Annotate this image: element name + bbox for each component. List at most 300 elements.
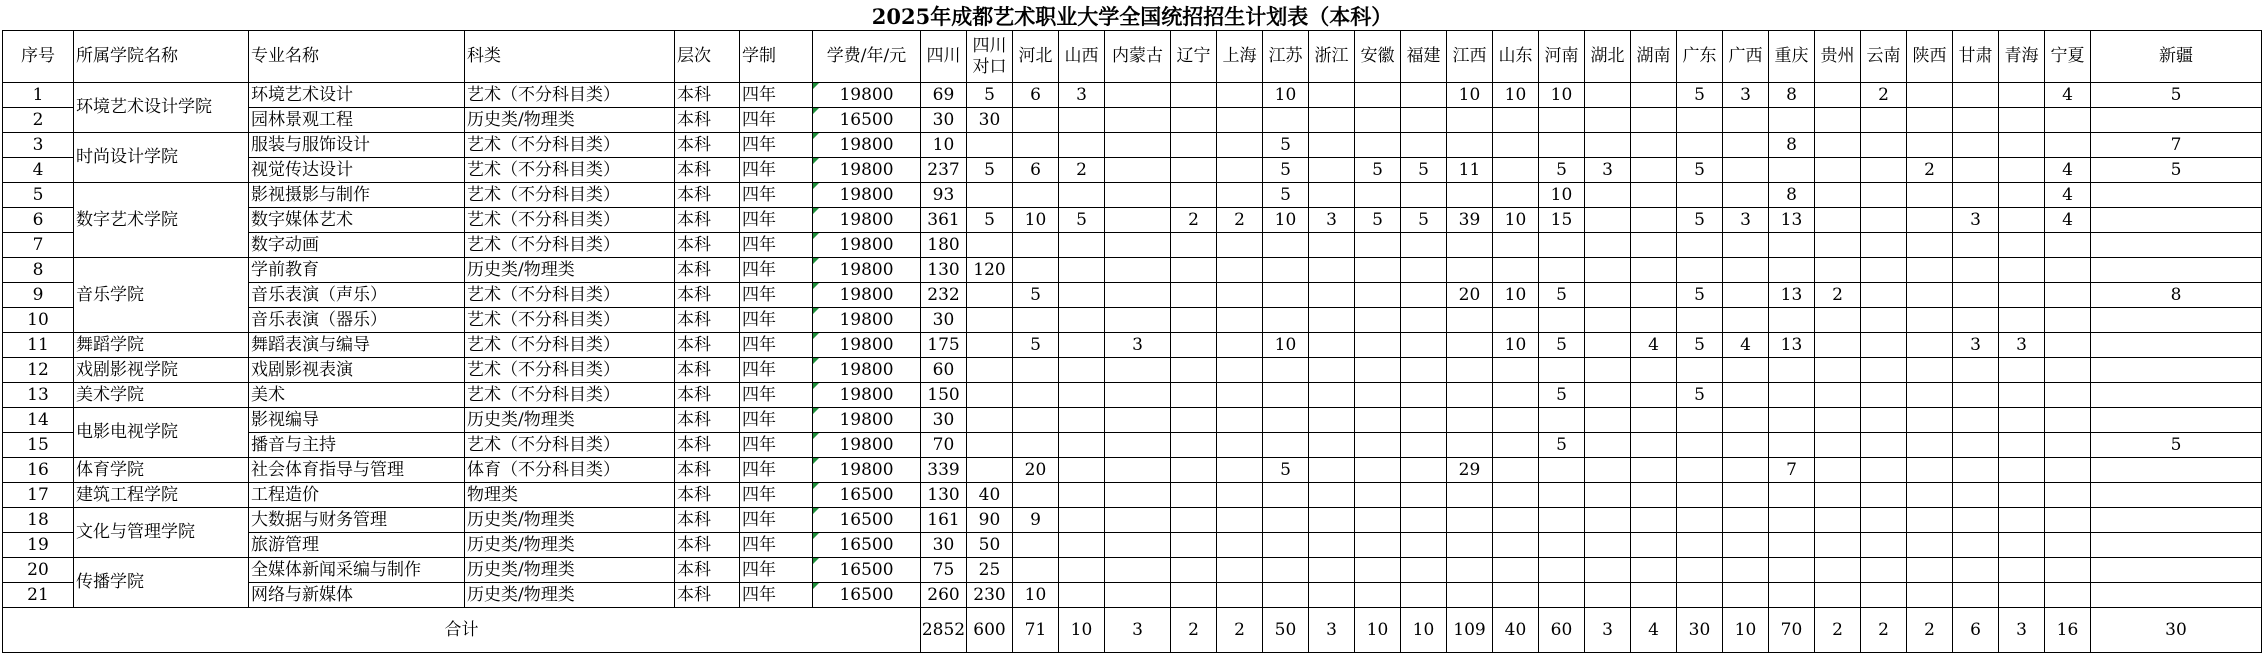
province-count-cell	[1907, 433, 1953, 458]
province-count-cell	[1953, 358, 1999, 383]
province-count-cell	[1631, 208, 1677, 233]
header-province: 上海	[1217, 31, 1263, 83]
level-cell: 本科	[675, 83, 740, 108]
province-count-cell: 10	[1539, 83, 1585, 108]
province-count-cell	[1355, 308, 1401, 333]
fee-cell: 19800	[813, 383, 921, 408]
province-count-cell	[1999, 158, 2045, 183]
province-count-cell: 3	[1059, 83, 1105, 108]
province-count-cell	[1171, 233, 1217, 258]
duration-cell: 四年	[740, 83, 813, 108]
category-cell: 历史类/物理类	[465, 508, 675, 533]
province-count-cell: 10	[1493, 333, 1539, 358]
province-count-cell: 5	[1677, 208, 1723, 233]
province-count-cell	[1309, 533, 1355, 558]
province-count-cell	[2091, 383, 2262, 408]
province-count-cell	[1631, 483, 1677, 508]
province-count-cell	[1677, 133, 1723, 158]
province-count-cell	[1493, 183, 1539, 208]
province-count-cell	[1171, 283, 1217, 308]
province-count-cell	[1059, 258, 1105, 283]
province-count-cell	[1217, 83, 1263, 108]
province-count-cell	[1493, 533, 1539, 558]
province-count-cell	[1171, 533, 1217, 558]
province-count-cell	[2045, 408, 2091, 433]
duration-cell: 四年	[740, 158, 813, 183]
category-cell: 历史类/物理类	[465, 583, 675, 608]
category-cell: 艺术（不分科目类）	[465, 158, 675, 183]
province-count-cell: 5	[1677, 383, 1723, 408]
row-number-cell: 20	[3, 558, 74, 583]
province-count-cell: 29	[1447, 458, 1493, 483]
province-count-cell	[1171, 383, 1217, 408]
province-count-cell	[1631, 83, 1677, 108]
province-count-cell	[1585, 233, 1631, 258]
row-number-cell: 17	[3, 483, 74, 508]
province-count-cell	[1815, 233, 1861, 258]
fee-cell: 16500	[813, 483, 921, 508]
province-count-cell: 7	[1769, 458, 1815, 483]
province-count-cell	[1677, 533, 1723, 558]
province-count-cell	[1723, 508, 1769, 533]
province-count-cell	[2045, 458, 2091, 483]
province-count-cell	[1723, 108, 1769, 133]
province-count-cell	[1907, 383, 1953, 408]
province-count-cell	[1263, 483, 1309, 508]
province-count-cell	[1447, 358, 1493, 383]
province-count-cell	[1447, 433, 1493, 458]
province-count-cell	[1815, 383, 1861, 408]
province-count-cell: 5	[2091, 433, 2262, 458]
province-count-cell	[1861, 558, 1907, 583]
total-province-cell: 40	[1493, 608, 1539, 653]
college-cell: 建筑工程学院	[74, 483, 249, 508]
province-count-cell	[1263, 233, 1309, 258]
sichuan-duikou-count-cell	[967, 233, 1013, 258]
category-cell: 艺术（不分科目类）	[465, 333, 675, 358]
major-cell: 音乐表演（器乐）	[249, 308, 465, 333]
province-count-cell	[1263, 558, 1309, 583]
province-count-cell	[1769, 233, 1815, 258]
province-count-cell	[1401, 233, 1447, 258]
province-count-cell	[1539, 258, 1585, 283]
province-count-cell	[1585, 583, 1631, 608]
province-count-cell	[1309, 458, 1355, 483]
province-count-cell	[1263, 358, 1309, 383]
province-count-cell	[1815, 308, 1861, 333]
province-count-cell	[1401, 283, 1447, 308]
province-count-cell	[1309, 558, 1355, 583]
province-count-cell	[1723, 183, 1769, 208]
header-province: 广东	[1677, 31, 1723, 83]
major-cell: 播音与主持	[249, 433, 465, 458]
duration-cell: 四年	[740, 283, 813, 308]
province-count-cell: 7	[2091, 133, 2262, 158]
province-count-cell	[1677, 183, 1723, 208]
province-count-cell	[1631, 433, 1677, 458]
province-count-cell	[1059, 483, 1105, 508]
province-count-cell	[1309, 108, 1355, 133]
province-count-cell	[1677, 558, 1723, 583]
province-count-cell	[1447, 308, 1493, 333]
province-count-cell	[1447, 583, 1493, 608]
sichuan-count-cell: 237	[921, 158, 967, 183]
table-row	[3, 183, 2262, 208]
province-count-cell	[1013, 358, 1059, 383]
province-count-cell	[1493, 508, 1539, 533]
category-cell: 艺术（不分科目类）	[465, 208, 675, 233]
province-count-cell	[1493, 433, 1539, 458]
fee-cell: 19800	[813, 233, 921, 258]
province-count-cell	[1815, 83, 1861, 108]
province-count-cell	[1493, 383, 1539, 408]
province-count-cell	[1861, 183, 1907, 208]
province-count-cell	[1769, 583, 1815, 608]
province-count-cell	[1401, 483, 1447, 508]
header-province: 新疆	[2091, 31, 2262, 83]
province-count-cell	[1217, 108, 1263, 133]
province-count-cell	[2045, 583, 2091, 608]
level-cell: 本科	[675, 233, 740, 258]
province-count-cell	[1447, 508, 1493, 533]
fee-cell: 19800	[813, 433, 921, 458]
province-count-cell	[1539, 308, 1585, 333]
province-count-cell: 2	[1907, 158, 1953, 183]
sichuan-count-cell: 339	[921, 458, 967, 483]
row-number-cell: 8	[3, 258, 74, 283]
sichuan-count-cell: 30	[921, 408, 967, 433]
header-sichuan: 四川	[921, 31, 967, 83]
province-count-cell	[1677, 458, 1723, 483]
major-cell: 学前教育	[249, 258, 465, 283]
level-cell: 本科	[675, 158, 740, 183]
province-count-cell: 3	[1585, 158, 1631, 183]
province-count-cell	[1631, 458, 1677, 483]
province-count-cell	[1677, 583, 1723, 608]
province-count-cell	[1401, 83, 1447, 108]
table-row	[3, 408, 2262, 433]
province-count-cell	[1585, 508, 1631, 533]
province-count-cell	[1585, 533, 1631, 558]
total-label: 合计	[3, 608, 921, 653]
province-count-cell	[1105, 183, 1171, 208]
category-cell: 历史类/物理类	[465, 258, 675, 283]
province-count-cell	[1105, 358, 1171, 383]
level-cell: 本科	[675, 208, 740, 233]
province-count-cell: 5	[1355, 208, 1401, 233]
province-count-cell	[1447, 333, 1493, 358]
province-count-cell: 3	[1723, 83, 1769, 108]
province-count-cell	[1815, 408, 1861, 433]
province-count-cell	[1723, 533, 1769, 558]
province-count-cell	[1953, 433, 1999, 458]
province-count-cell	[2045, 258, 2091, 283]
province-count-cell	[1861, 383, 1907, 408]
province-count-cell	[1447, 233, 1493, 258]
province-count-cell: 5	[1355, 158, 1401, 183]
province-count-cell	[1355, 558, 1401, 583]
province-count-cell	[1171, 583, 1217, 608]
province-count-cell	[1355, 258, 1401, 283]
province-count-cell	[1309, 233, 1355, 258]
province-count-cell	[1309, 383, 1355, 408]
total-province-cell: 10	[1059, 608, 1105, 653]
province-count-cell	[1401, 408, 1447, 433]
province-count-cell	[1769, 483, 1815, 508]
college-cell: 戏剧影视学院	[74, 358, 249, 383]
major-cell: 服装与服饰设计	[249, 133, 465, 158]
fee-cell: 16500	[813, 583, 921, 608]
total-province-cell: 16	[2045, 608, 2091, 653]
province-count-cell	[1861, 283, 1907, 308]
province-count-cell	[1631, 233, 1677, 258]
duration-cell: 四年	[740, 258, 813, 283]
province-count-cell	[1013, 383, 1059, 408]
province-count-cell: 5	[1539, 433, 1585, 458]
province-count-cell	[1953, 408, 1999, 433]
province-count-cell	[1217, 508, 1263, 533]
row-number-cell: 21	[3, 583, 74, 608]
duration-cell: 四年	[740, 533, 813, 558]
fee-cell: 19800	[813, 358, 921, 383]
total-sichuan-cell: 2852	[921, 608, 967, 653]
total-province-cell: 10	[1355, 608, 1401, 653]
header-level: 层次	[675, 31, 740, 83]
province-count-cell	[1815, 583, 1861, 608]
sichuan-count-cell: 130	[921, 483, 967, 508]
province-count-cell	[1217, 383, 1263, 408]
province-count-cell	[1723, 558, 1769, 583]
table-row	[3, 83, 2262, 108]
province-count-cell	[2091, 333, 2262, 358]
province-count-cell	[1447, 483, 1493, 508]
province-count-cell	[1493, 133, 1539, 158]
province-count-cell	[1861, 333, 1907, 358]
province-count-cell: 10	[1539, 183, 1585, 208]
province-count-cell	[1585, 433, 1631, 458]
province-count-cell	[1217, 483, 1263, 508]
province-count-cell	[1861, 533, 1907, 558]
province-count-cell: 4	[1723, 333, 1769, 358]
province-count-cell	[1059, 308, 1105, 333]
duration-cell: 四年	[740, 308, 813, 333]
level-cell: 本科	[675, 108, 740, 133]
province-count-cell	[1493, 583, 1539, 608]
province-count-cell	[1999, 458, 2045, 483]
province-count-cell	[1723, 408, 1769, 433]
sichuan-duikou-count-cell	[967, 408, 1013, 433]
province-count-cell	[1309, 83, 1355, 108]
category-cell: 艺术（不分科目类）	[465, 433, 675, 458]
province-count-cell	[1907, 133, 1953, 158]
province-count-cell	[1953, 233, 1999, 258]
fee-cell: 19800	[813, 133, 921, 158]
province-count-cell	[1539, 108, 1585, 133]
sichuan-duikou-count-cell	[967, 358, 1013, 383]
fee-cell: 19800	[813, 283, 921, 308]
province-count-cell	[1539, 358, 1585, 383]
table-row	[3, 433, 2262, 458]
province-count-cell	[2091, 258, 2262, 283]
page-title: 2025年成都艺术职业大学全国统招招生计划表（本科）	[871, 4, 1393, 29]
level-cell: 本科	[675, 558, 740, 583]
sichuan-duikou-count-cell: 25	[967, 558, 1013, 583]
province-count-cell	[1861, 358, 1907, 383]
province-count-cell	[1401, 533, 1447, 558]
province-count-cell	[1059, 433, 1105, 458]
total-province-cell: 10	[1401, 608, 1447, 653]
province-count-cell	[1631, 133, 1677, 158]
total-province-cell: 50	[1263, 608, 1309, 653]
college-cell: 体育学院	[74, 458, 249, 483]
total-province-cell: 2	[1861, 608, 1907, 653]
province-count-cell	[1171, 558, 1217, 583]
table-body	[3, 83, 2262, 653]
total-province-cell: 70	[1769, 608, 1815, 653]
province-count-cell	[1401, 183, 1447, 208]
province-count-cell	[1999, 283, 2045, 308]
province-count-cell	[1769, 383, 1815, 408]
province-count-cell	[1401, 308, 1447, 333]
total-province-cell: 2	[1217, 608, 1263, 653]
province-count-cell: 6	[1013, 158, 1059, 183]
table-row	[3, 333, 2262, 358]
total-province-cell: 3	[1999, 608, 2045, 653]
province-count-cell	[2045, 533, 2091, 558]
province-count-cell	[1539, 408, 1585, 433]
province-count-cell	[1355, 233, 1401, 258]
sichuan-duikou-count-cell	[967, 133, 1013, 158]
province-count-cell: 8	[1769, 183, 1815, 208]
province-count-cell	[2045, 283, 2091, 308]
level-cell: 本科	[675, 133, 740, 158]
province-count-cell	[1309, 433, 1355, 458]
row-number-cell: 12	[3, 358, 74, 383]
province-count-cell	[1059, 333, 1105, 358]
header-row	[3, 31, 2262, 83]
fee-cell: 19800	[813, 83, 921, 108]
duration-cell: 四年	[740, 208, 813, 233]
row-number-cell: 15	[3, 433, 74, 458]
header-province: 江西	[1447, 31, 1493, 83]
province-count-cell	[1723, 233, 1769, 258]
category-cell: 历史类/物理类	[465, 108, 675, 133]
total-row	[3, 608, 2262, 653]
province-count-cell	[1217, 458, 1263, 483]
province-count-cell	[1585, 108, 1631, 133]
province-count-cell	[1059, 233, 1105, 258]
province-count-cell: 5	[1401, 208, 1447, 233]
province-count-cell	[1447, 183, 1493, 208]
province-count-cell	[1723, 308, 1769, 333]
major-cell: 数字媒体艺术	[249, 208, 465, 233]
province-count-cell	[1105, 108, 1171, 133]
province-count-cell	[1263, 583, 1309, 608]
province-count-cell	[1539, 133, 1585, 158]
province-count-cell	[1769, 308, 1815, 333]
duration-cell: 四年	[740, 183, 813, 208]
province-count-cell	[1105, 383, 1171, 408]
province-count-cell	[1105, 533, 1171, 558]
province-count-cell	[1171, 358, 1217, 383]
province-count-cell	[1631, 408, 1677, 433]
table-row	[3, 383, 2262, 408]
province-count-cell	[1907, 408, 1953, 433]
province-count-cell	[1953, 258, 1999, 283]
province-count-cell	[1013, 533, 1059, 558]
major-cell: 影视摄影与制作	[249, 183, 465, 208]
province-count-cell	[1815, 333, 1861, 358]
category-cell: 历史类/物理类	[465, 408, 675, 433]
table-row	[3, 108, 2262, 133]
total-province-cell: 109	[1447, 608, 1493, 653]
province-count-cell	[1769, 158, 1815, 183]
province-count-cell	[1769, 358, 1815, 383]
level-cell: 本科	[675, 533, 740, 558]
province-count-cell	[1907, 458, 1953, 483]
province-count-cell	[1861, 508, 1907, 533]
sichuan-duikou-count-cell: 90	[967, 508, 1013, 533]
province-count-cell	[1999, 83, 2045, 108]
province-count-cell	[1677, 308, 1723, 333]
province-count-cell: 15	[1539, 208, 1585, 233]
college-cell: 电影电视学院	[74, 408, 249, 458]
province-count-cell	[1217, 433, 1263, 458]
header-major: 专业名称	[249, 31, 465, 83]
province-count-cell	[1585, 483, 1631, 508]
table-row	[3, 458, 2262, 483]
province-count-cell	[1171, 183, 1217, 208]
province-count-cell: 5	[1263, 183, 1309, 208]
province-count-cell	[1815, 108, 1861, 133]
province-count-cell	[2045, 483, 2091, 508]
province-count-cell	[1105, 308, 1171, 333]
province-count-cell	[1059, 133, 1105, 158]
province-count-cell: 3	[1953, 333, 1999, 358]
province-count-cell	[1217, 408, 1263, 433]
sichuan-count-cell: 60	[921, 358, 967, 383]
sichuan-duikou-count-cell: 230	[967, 583, 1013, 608]
fee-cell: 19800	[813, 333, 921, 358]
header-province: 河北	[1013, 31, 1059, 83]
table-row	[3, 283, 2262, 308]
province-count-cell	[1723, 383, 1769, 408]
sichuan-duikou-count-cell	[967, 383, 1013, 408]
duration-cell: 四年	[740, 583, 813, 608]
province-count-cell	[1171, 158, 1217, 183]
duration-cell: 四年	[740, 483, 813, 508]
province-count-cell	[1953, 383, 1999, 408]
province-count-cell	[1907, 508, 1953, 533]
duration-cell: 四年	[740, 458, 813, 483]
province-count-cell	[2091, 533, 2262, 558]
province-count-cell	[1447, 533, 1493, 558]
province-count-cell	[1013, 183, 1059, 208]
province-count-cell	[1999, 533, 2045, 558]
duration-cell: 四年	[740, 433, 813, 458]
province-count-cell	[2045, 133, 2091, 158]
province-count-cell	[2045, 308, 2091, 333]
row-number-cell: 11	[3, 333, 74, 358]
province-count-cell: 20	[1013, 458, 1059, 483]
province-count-cell	[1999, 433, 2045, 458]
category-cell: 艺术（不分科目类）	[465, 358, 675, 383]
row-number-cell: 7	[3, 233, 74, 258]
province-count-cell	[1677, 358, 1723, 383]
province-count-cell	[1447, 408, 1493, 433]
province-count-cell: 5	[1677, 83, 1723, 108]
province-count-cell: 3	[1309, 208, 1355, 233]
